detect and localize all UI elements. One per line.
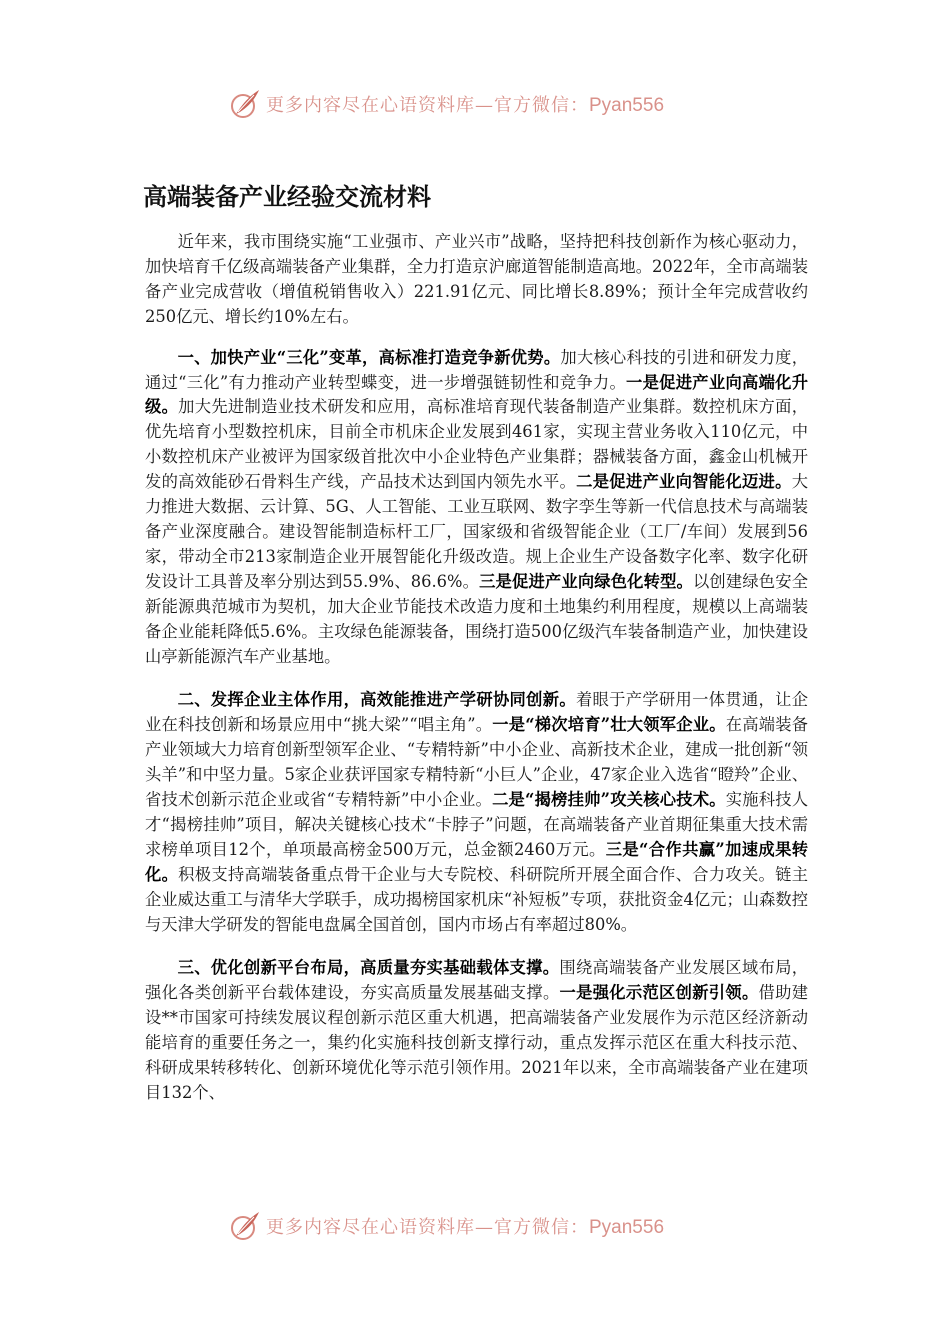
- section-2-point-1-heading: 一是“梯次培育”壮大领军企业。: [492, 715, 726, 735]
- section-2-point-2-heading: 二是“揭榜挂帅”攻关核心技术。: [492, 790, 726, 810]
- section-1-heading: 一、加快产业“三化”变革，高标准打造竞争新优势。: [177, 347, 561, 367]
- section-1-point-1-heading: 一是促进产业向高端化升级。: [145, 372, 808, 417]
- section-2-paragraph: [145, 688, 808, 937]
- watermark-wechat-id: Pyan556: [589, 95, 665, 116]
- watermark-wechat-id: Pyan556: [589, 1217, 665, 1238]
- watermark-header: [228, 86, 664, 122]
- document-body: [145, 230, 808, 1106]
- section-1-point-3-heading: 三是促进产业向绿色化转型。: [479, 571, 693, 591]
- section-1-point-3-text: 以创建绿色安全新能源典范城市为契机，加大企业节能技术改造力度和土地集约利用程度，规模以上高端装备企业能耗降低5.6%。主攻绿色能源装备，围绕打造500亿级汽车装备制造产业，加快建设山亭新能源汽车产业基地。: [145, 571, 808, 666]
- section-3-heading: 三、优化创新平台布局，高质量夯实基础载体支撑。: [177, 958, 560, 978]
- section-3-point-1-heading: 一是强化示范区创新引领。: [559, 983, 759, 1003]
- section-1-paragraph: [145, 346, 808, 670]
- quill-logo-icon: [228, 87, 262, 121]
- section-1-point-1-text: 加大先进制造业技术研发和应用，高标准培育现代装备制造产业集群。数控机床方面，优先培育小型数控机床，目前全市机床企业发展到461家，实现主营业务收入110亿元，中小数控机床产业被评为国家级首批次中小企业特色产业集群；器械装备方面，鑫金山机械开发的高效能砂石骨料生产线，产品技术达到国内领先水平。: [145, 397, 808, 492]
- section-2-point-3-text: 积极支持高端装备重点骨干企业与大专院校、科研院所开展全面合作、合力攻关。链主企业威达重工与清华大学联手，成功揭榜国家机床“补短板”专项，获批资金4亿元；山森数控与天津大学研发的智能电盘属全国首创，国内市场占有率超过80%。: [145, 864, 808, 934]
- section-1-point-2-heading: 二是促进产业向智能化迈进。: [576, 472, 792, 492]
- quill-logo-icon: [228, 1209, 262, 1243]
- section-1-summary: 加大核心科技的引进和研发力度，通过“三化”有力推动产业转型蝶变，进一步增强链韧性和竞争力。: [145, 347, 808, 392]
- document-title: 高端装备产业经验交流材料: [143, 183, 431, 211]
- intro-paragraph: 近年来，我市围绕实施“工业强市、产业兴市”战略，坚持把科技创新作为核心驱动力，加快培育千亿级高端装备产业集群，全力打造京沪廊道智能制造高地。2022年，全市高端装备产业完成营收（增值税销售收入）221.91亿元、同比增长8.89%；预计全年完成营收约250亿元、增长约10%左右。: [145, 232, 808, 326]
- section-3-point-1-text: 借助建设**市国家可持续发展议程创新示范区重大机遇，把高端装备产业发展作为示范区经济新动能培育的重要任务之一，集约化实施科技创新支撑行动，重点发挥示范区在重大科技示范、科研成果转移转化、创新环境优化等示范引领作用。2021年以来，全市高端装备产业在建项目132个、: [145, 983, 808, 1102]
- section-2-point-2-text: 实施科技人才“揭榜挂帅”项目，解决关键核心技术“卡脖子”问题，在高端装备产业首期征集重大技术需求榜单项目12个，单项最高榜金500万元，总金额2460万元。: [145, 790, 808, 859]
- watermark-slogan: 更多内容尽在心语资料库—官方微信：: [266, 95, 589, 116]
- section-3-paragraph: [145, 956, 808, 1105]
- section-3-summary: 围绕高端装备产业发展区域布局，强化各类创新平台载体建设，夯实高质量发展基础支撑。: [145, 958, 808, 1003]
- section-2-heading: 二、发挥企业主体作用，高效能推进产学研协同创新。: [177, 690, 576, 710]
- section-2-summary: 着眼于产学研用一体贯通，让企业在科技创新和场景应用中“挑大梁”“唱主角”。: [145, 690, 808, 735]
- watermark-text: [266, 91, 664, 117]
- section-1-point-2-text: 大力推进大数据、云计算、5G、人工智能、工业互联网、数字孪生等新一代信息技术与高端装备产业深度融合。建设智能制造标杆工厂，国家级和省级智能企业（工厂/车间）发展到56家，带动全市213家制造企业开展智能化升级改造。规上企业生产设备数字化率、数字化研发设计工具普及率分别达到55.9%、86.6%。: [145, 472, 808, 591]
- watermark-footer: [228, 1208, 664, 1244]
- watermark-slogan: 更多内容尽在心语资料库—官方微信：: [266, 1217, 589, 1238]
- section-2-point-1-text: 在高端装备产业领域大力培育创新型领军企业、“专精特新”中小企业、高新技术企业，建成一批创新“领头羊”和中坚力量。5家企业获评国家专精特新“小巨人”企业，47家企业入选省“瞪羚”企业、省技术创新示范企业或省“专精特新”中小企业。: [145, 715, 808, 810]
- watermark-text: [266, 1213, 664, 1239]
- section-2-point-3-heading: 三是“合作共赢”加速成果转化。: [145, 839, 809, 884]
